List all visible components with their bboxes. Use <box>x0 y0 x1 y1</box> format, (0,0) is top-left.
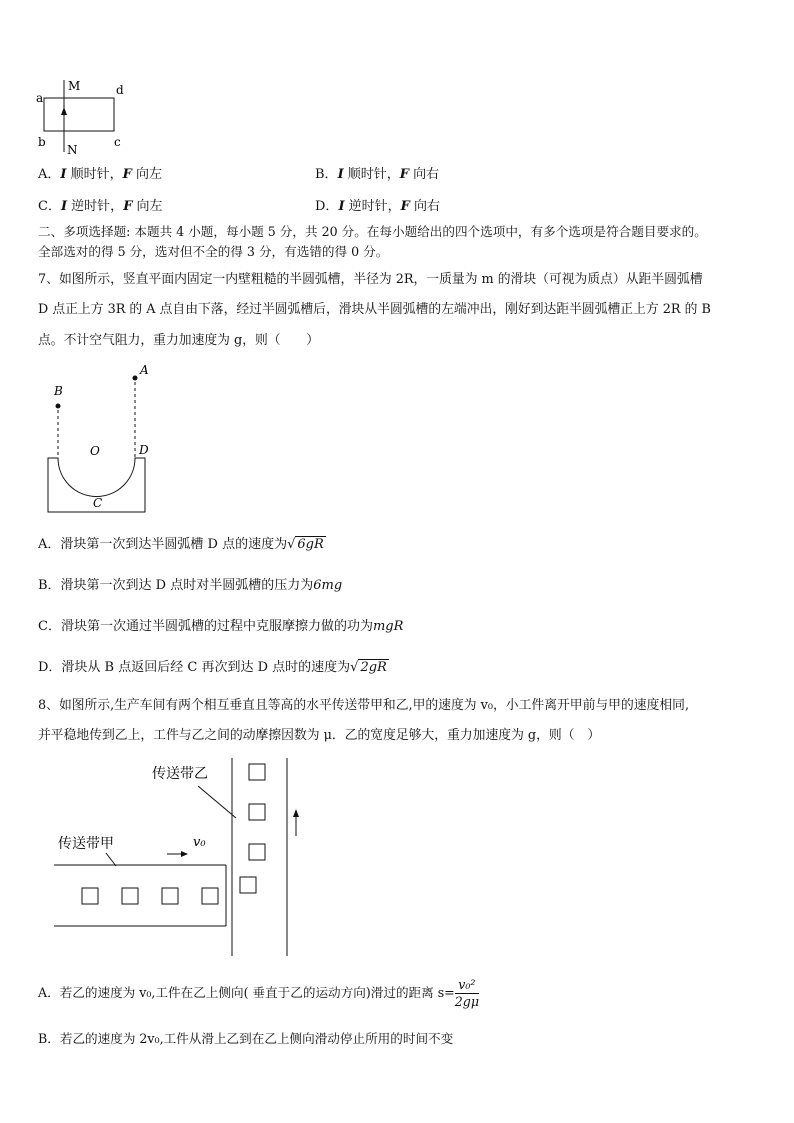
point-A-dot <box>133 376 138 381</box>
belt-b-leader <box>198 786 236 818</box>
q8-option-a: A．若乙的速度为 v₀,工件在乙上侧向( 垂直于乙的运动方向)滑过的距离 s= $\frac{\text{v₀²}}{2g\mu}$ <box>38 977 480 1009</box>
workpiece <box>249 804 265 820</box>
wire-loop-figure <box>34 78 134 158</box>
workpiece <box>202 888 218 904</box>
section2-line1: 二、多项选择题: 本题共 4 小题，每小题 5 分，共 20 分。在每小题给出的四个选项中，有多个选项是符合题目要求的。 <box>38 224 707 239</box>
belt-a-leader <box>106 853 116 866</box>
v0-arrow-icon <box>181 851 188 857</box>
loop-abcd <box>44 98 114 131</box>
belt-b-label: 传送带乙 <box>152 766 208 782</box>
label-D: D <box>139 443 149 457</box>
label-C: C <box>93 496 103 510</box>
q6-option-d: D．I 逆时针，F 向右 <box>315 199 441 214</box>
label-a: a <box>36 91 44 105</box>
q7-line1: 7、如图所示，竖直平面内固定一内壁粗糙的半圆弧槽，半径为 2R，一质量为 m 的滑块（可视为质点）从距半圆弧槽 <box>38 272 703 287</box>
q7-option-c: C．滑块第一次通过半圆弧槽的过程中克服摩擦力做的功为mgR <box>38 619 404 634</box>
half-pipe-figure <box>44 360 174 515</box>
v0-label: v₀ <box>193 835 206 850</box>
label-A: A <box>140 363 149 377</box>
q8-option-b: B．若乙的速度为 2v₀,工件从滑上乙到在乙上侧向滑动停止所用的时间不变 <box>38 1031 454 1046</box>
label-B: B <box>54 384 63 398</box>
q7-line2: D 点正上方 3R 的 A 点自由下落，经过半圆弧槽后，滑块从半圆弧槽的左端冲出，刚好到达距半圆弧槽正上方 2R 的 B <box>38 302 711 317</box>
workpiece <box>82 888 98 904</box>
q6-option-a: A．I 顺时针，F 向左 <box>38 167 162 182</box>
label-M: M <box>68 79 81 93</box>
label-c: c <box>114 135 121 149</box>
section2-line2: 全部选对的得 5 分，选对但不全的得 3 分，有选错的得 0 分。 <box>38 244 389 259</box>
workpiece <box>162 888 178 904</box>
q7-option-b: B．滑块第一次到达 D 点时对半圆弧槽的压力为6mg <box>38 578 343 593</box>
q7-option-a: A．滑块第一次到达半圆弧槽 D 点的速度为√ 6gR <box>38 537 324 552</box>
label-d: d <box>116 83 124 97</box>
label-b: b <box>38 135 46 149</box>
belt-a-label: 传送带甲 <box>58 836 114 852</box>
q6-option-c: C．I 逆时针，F 向左 <box>38 199 163 214</box>
q8-line2: 并平稳地传到乙上，工件与乙之间的动摩擦因数为 μ．乙的宽度足够大，重力加速度为 g，则（ ） <box>38 728 601 743</box>
workpiece <box>249 764 265 780</box>
conveyor-figure <box>50 756 320 958</box>
q7-line3: 点。不计空气阻力，重力加速度为 g，则（ ） <box>38 333 319 348</box>
workpiece <box>122 888 138 904</box>
q7-option-d: D．滑块从 B 点返回后经 C 再次到达 D 点时的速度为√ 2gR <box>38 660 387 675</box>
label-O: O <box>90 444 100 458</box>
q8-line1: 8、如图所示,生产车间有两个相互垂直且等高的水平传送带甲和乙,甲的速度为 v₀，小工件离开甲前与甲的速度相同, <box>38 698 690 713</box>
label-N: N <box>67 143 78 157</box>
belt-b-arrow-icon <box>293 809 299 817</box>
workpiece <box>249 844 265 860</box>
q6-option-b: B．I 顺时针，F 向右 <box>315 167 440 182</box>
workpiece <box>240 877 256 893</box>
point-B-dot <box>56 404 61 409</box>
current-arrow-icon <box>61 107 67 115</box>
